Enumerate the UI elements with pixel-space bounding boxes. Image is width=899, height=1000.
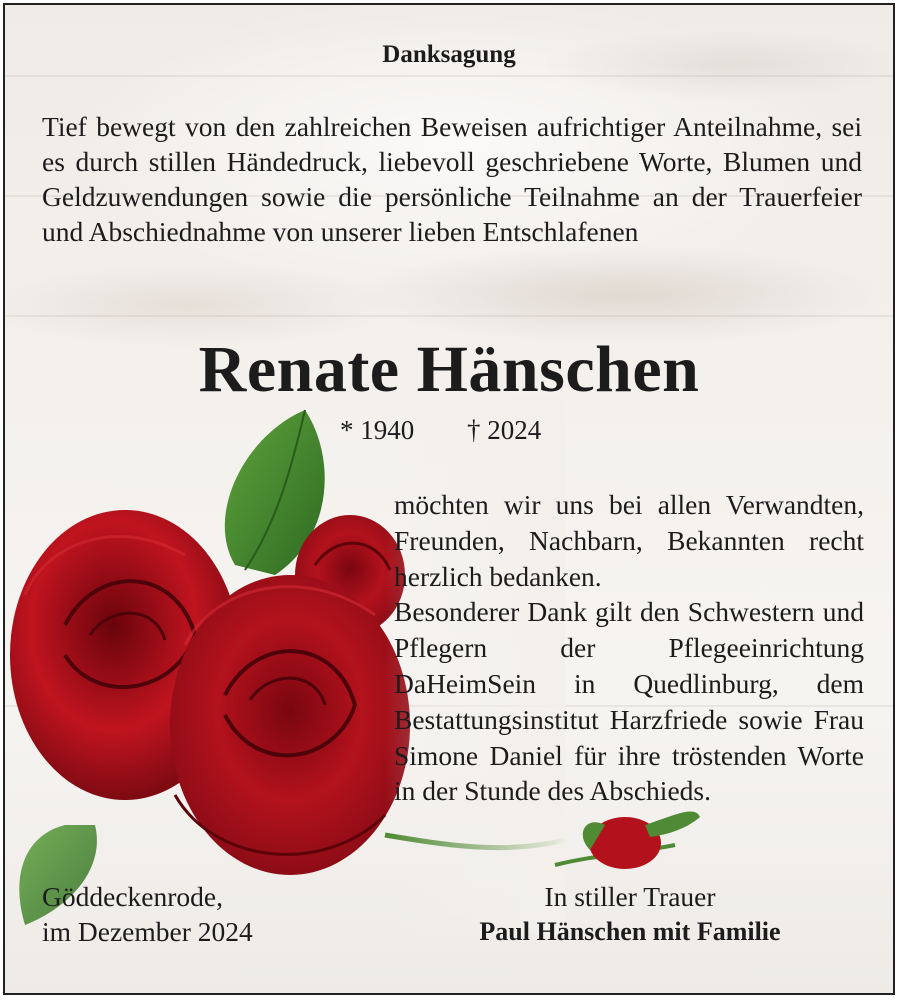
thanks-paragraph: möchten wir uns bei allen Verwandten, Freunden, Nachbarn, Bekannten recht herzlich bedanken. [394, 489, 864, 592]
place: Göddeckenrode, [42, 881, 223, 912]
obituary-card [3, 3, 895, 995]
signature [445, 879, 815, 949]
heading: Danksagung [382, 41, 516, 68]
place-date [42, 879, 253, 949]
mourning-line: In stiller Trauer [544, 881, 716, 912]
rose-icon [170, 575, 410, 875]
birth-year: * 1940 [340, 415, 415, 445]
intro-paragraph: Tief bewegt von den zahlreichen Beweisen aufrichtiger Anteilnahme, sei es durch stillen Händedruck, liebevoll geschriebene Worte, Blumen und Geldzuwendungen sowie die persönliche Teilnahme an der Trauerfeier und Abschiednahme von unserer lieben Entschlafenen [42, 111, 862, 247]
death-year: † 2024 [467, 415, 542, 445]
wood-grain-line [5, 75, 893, 77]
life-dates [340, 415, 541, 446]
special-thanks-paragraph: Besonderer Dank gilt den Schwestern und Pflegern der Pflegeeinrichtung DaHeimSein in Quedlinburg, dem Bestattungsinstitut Harzfriede sowie Frau Simone Daniel für ihre tröstenden Worte in der Stunde des Abschieds. [394, 596, 864, 807]
deceased-name: Renate Hänschen [198, 333, 700, 406]
family-name: Paul Hänschen mit Familie [479, 917, 781, 946]
thanks-section [394, 487, 864, 809]
date: im Dezember 2024 [42, 916, 253, 947]
wood-grain-line [5, 315, 893, 317]
